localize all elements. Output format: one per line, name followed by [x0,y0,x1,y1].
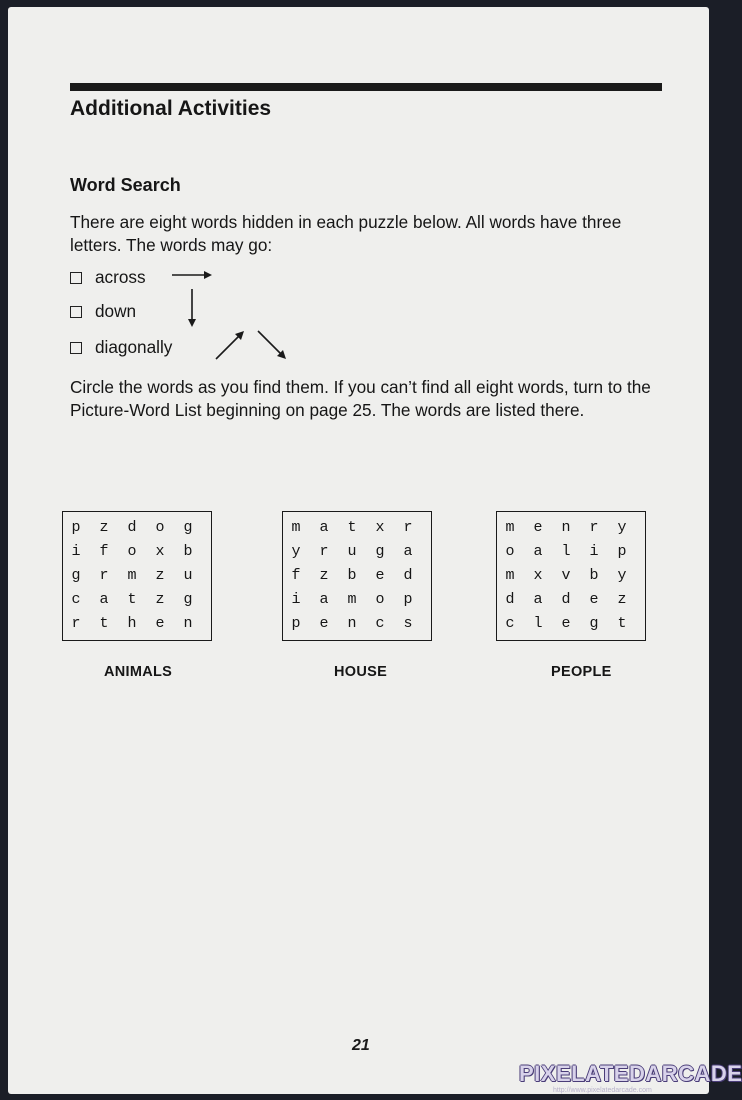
watermark-logo: PIXELATEDARCADE [519,1061,742,1086]
grid-row [283,614,431,634]
grid-row [497,566,645,586]
heading-rule [70,83,662,91]
grid-letter[interactable]: y [291,543,301,560]
direction-down [70,301,136,322]
grid-row [497,518,645,538]
grid-letter[interactable]: o [155,519,165,536]
grid-letter[interactable]: o [375,591,385,608]
grid-letter[interactable]: t [127,591,137,608]
grid-letter[interactable]: g [589,615,599,632]
word-search-title: Word Search [70,175,181,195]
grid-letter[interactable]: r [319,543,329,560]
grid-letter[interactable]: e [375,567,385,584]
grid-letter[interactable]: c [71,591,81,608]
grid-letter[interactable]: n [561,519,571,536]
puzzle-label-people: PEOPLE [551,664,612,680]
grid-letter[interactable]: e [561,615,571,632]
grid-letter[interactable]: i [291,591,301,608]
grid-letter[interactable]: n [347,615,357,632]
grid-letter[interactable]: r [589,519,599,536]
grid-letter[interactable]: p [403,591,413,608]
grid-letter[interactable]: t [99,615,109,632]
grid-letter[interactable]: z [319,567,329,584]
grid-letter[interactable]: l [533,615,543,632]
grid-letter[interactable]: y [617,567,627,584]
grid-letter[interactable]: m [291,519,301,536]
checkbox-icon [70,342,82,354]
grid-letter[interactable]: g [183,519,193,536]
grid-letter[interactable]: v [561,567,571,584]
grid-letter[interactable]: x [155,543,165,560]
grid-letter[interactable]: e [589,591,599,608]
direction-label: down [95,301,137,321]
grid-letter[interactable]: o [505,543,515,560]
grid-letter[interactable]: m [127,567,137,584]
grid-letter[interactable]: t [617,615,627,632]
puzzle-grid-animals [62,511,212,641]
grid-letter[interactable]: z [617,591,627,608]
grid-letter[interactable]: f [99,543,109,560]
grid-letter[interactable]: s [403,615,413,632]
direction-diagonally [70,337,172,358]
grid-letter[interactable]: z [155,591,165,608]
grid-letter[interactable]: m [505,567,515,584]
grid-letter[interactable]: a [319,519,329,536]
grid-letter[interactable]: u [183,567,193,584]
grid-letter[interactable]: n [183,615,193,632]
grid-letter[interactable]: m [347,591,357,608]
grid-row [63,566,211,586]
checkbox-icon [70,272,82,284]
puzzle-grid-people [496,511,646,641]
direction-label: diagonally [95,337,173,357]
arrow-right-icon [170,265,215,285]
grid-letter[interactable]: x [533,567,543,584]
grid-row [283,518,431,538]
grid-letter[interactable]: o [127,543,137,560]
grid-letter[interactable]: g [375,543,385,560]
grid-letter[interactable]: e [319,615,329,632]
grid-letter[interactable]: i [71,543,81,560]
grid-letter[interactable]: a [403,543,413,560]
puzzle-grid-house [282,511,432,641]
grid-letter[interactable]: g [183,591,193,608]
watermark-url: http://www.pixelatedarcade.com [553,1087,652,1094]
grid-row [497,614,645,634]
grid-letter[interactable]: p [291,615,301,632]
grid-letter[interactable]: p [71,519,81,536]
page-number: 21 [352,1037,370,1054]
arrow-diagonal-down-icon [254,327,290,363]
checkbox-icon [70,306,82,318]
grid-letter[interactable]: b [183,543,193,560]
puzzle-label-animals: ANIMALS [104,664,173,680]
grid-letter[interactable]: c [505,615,515,632]
grid-letter[interactable]: t [347,519,357,536]
grid-letter[interactable]: m [505,519,515,536]
grid-letter[interactable]: h [127,615,137,632]
arrow-diagonal-up-icon [212,327,248,363]
grid-letter[interactable]: b [347,567,357,584]
grid-row [497,590,645,610]
grid-row [283,590,431,610]
grid-letter[interactable]: f [291,567,301,584]
grid-row [63,614,211,634]
grid-letter[interactable]: a [533,591,543,608]
grid-letter[interactable]: b [589,567,599,584]
grid-letter[interactable]: e [155,615,165,632]
grid-letter[interactable]: d [561,591,571,608]
word-search-intro: There are eight words hidden in each puzzle below. All words have three letters. The words may go: [70,212,622,255]
arrow-down-icon [184,287,200,329]
grid-row [63,518,211,538]
word-search-instructions: Circle the words as you find them. If you can’t find all eight words, turn to the Picture-Word List beginning on page 25. The words are listed there. [70,377,651,420]
grid-letter[interactable]: g [71,567,81,584]
grid-row [283,542,431,562]
grid-letter[interactable]: r [71,615,81,632]
grid-row [63,590,211,610]
grid-letter[interactable]: c [375,615,385,632]
grid-letter[interactable]: r [403,519,413,536]
grid-letter[interactable]: y [617,519,627,536]
grid-letter[interactable]: z [99,519,109,536]
grid-letter[interactable]: z [155,567,165,584]
grid-letter[interactable]: d [505,591,515,608]
direction-label: across [95,267,146,287]
grid-letter[interactable]: a [99,591,109,608]
grid-letter[interactable]: u [347,543,357,560]
grid-letter[interactable]: r [99,567,109,584]
grid-letter[interactable]: a [533,543,543,560]
page [8,7,709,1094]
grid-letter[interactable]: d [127,519,137,536]
grid-row [283,566,431,586]
puzzle-label-house: HOUSE [334,664,388,680]
page-heading: Additional Activities [70,97,272,120]
grid-letter[interactable]: e [533,519,543,536]
grid-letter[interactable]: l [561,543,571,560]
grid-letter[interactable]: d [403,567,413,584]
direction-across [70,267,146,288]
grid-letter[interactable]: p [617,543,627,560]
grid-letter[interactable]: a [319,591,329,608]
grid-row [497,542,645,562]
grid-row [63,542,211,562]
grid-letter[interactable]: x [375,519,385,536]
grid-letter[interactable]: i [589,543,599,560]
